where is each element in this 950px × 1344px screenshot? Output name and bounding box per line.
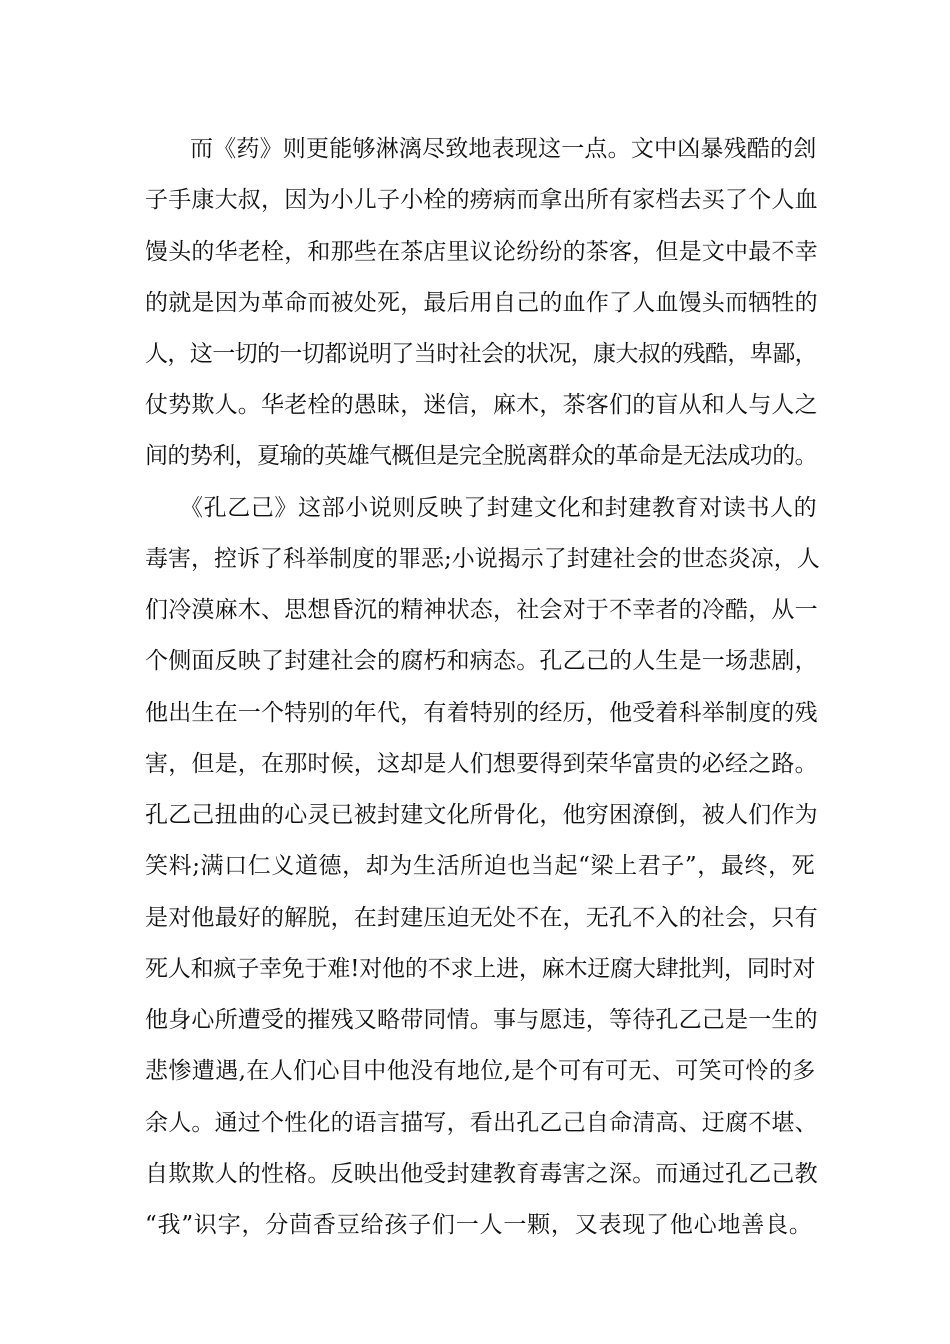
text-line: 他身心所遭受的摧残又略带同情。事与愿违，等待孔乙己是一生的 [145,1007,818,1033]
text-line: 的就是因为革命而被处死，最后用自己的血作了人血馒头而牺牲的 [145,290,818,316]
text-line: 而《药》则更能够淋漓尽致地表现这一点。文中凶暴残酷的刽 [190,136,817,162]
text-line: 子手康大叔，因为小儿子小栓的痨病而拿出所有家档去买了个人血 [145,187,818,213]
text-line: 仗势欺人。华老栓的愚昧，迷信，麻木，茶客们的盲从和人与人之 [145,392,818,418]
text-line: 死人和疯子幸免于难!对他的不求上进，麻木迂腐大肆批判，同时对 [145,956,816,982]
text-line: 是对他最好的解脱，在封建压迫无处不在，无孔不入的社会，只有 [145,905,818,931]
text-line: 余人。通过个性化的语言描写，看出孔乙己自命清高、迂腐不堪、 [145,1110,818,1136]
text-line: 自欺欺人的性格。反映出他受封建教育毒害之深。而通过孔乙己教 [145,1161,818,1187]
text-line: 间的势利，夏瑜的英雄气概但是完全脱离群众的革命是无法成功的。 [145,443,818,469]
text-line: 孔乙己扭曲的心灵已被封建文化所骨化，他穷困潦倒，被人们作为 [145,802,818,828]
text-line: 毒害，控诉了科举制度的罪恶;小说揭示了封建社会的世态炎凉，人 [145,546,820,572]
text-line: 个侧面反映了封建社会的腐朽和病态。孔乙己的人生是一场悲剧， [145,648,818,674]
text-line: 笑料;满口仁义道德，却为生活所迫也当起“梁上君子”，最终，死 [145,853,816,879]
text-line: 悲惨遭遇,在人们心目中他没有地位,是个可有可无、可笑可怜的多 [145,1058,816,1084]
text-line: 他出生在一个特别的年代，有着特别的经历，他受着科举制度的残 [145,700,818,726]
text-line: 《孔乙己》这部小说则反映了封建文化和封建教育对读书人的 [180,495,818,521]
text-line: “我”识字，分茴香豆给孩子们一人一颗，又表现了他心地善良。 [145,1212,813,1238]
text-line: 馒头的华老栓，和那些在茶店里议论纷纷的茶客，但是文中最不幸 [145,239,818,265]
text-line: 人，这一切的一切都说明了当时社会的状况，康大叔的残酷，卑鄙， [145,341,818,367]
text-line: 们冷漠麻木、思想昏沉的精神状态，社会对于不幸者的冷酷，从一 [145,597,818,623]
text-line: 害，但是，在那时候，这却是人们想要得到荣华富贵的必经之路。 [145,751,818,777]
